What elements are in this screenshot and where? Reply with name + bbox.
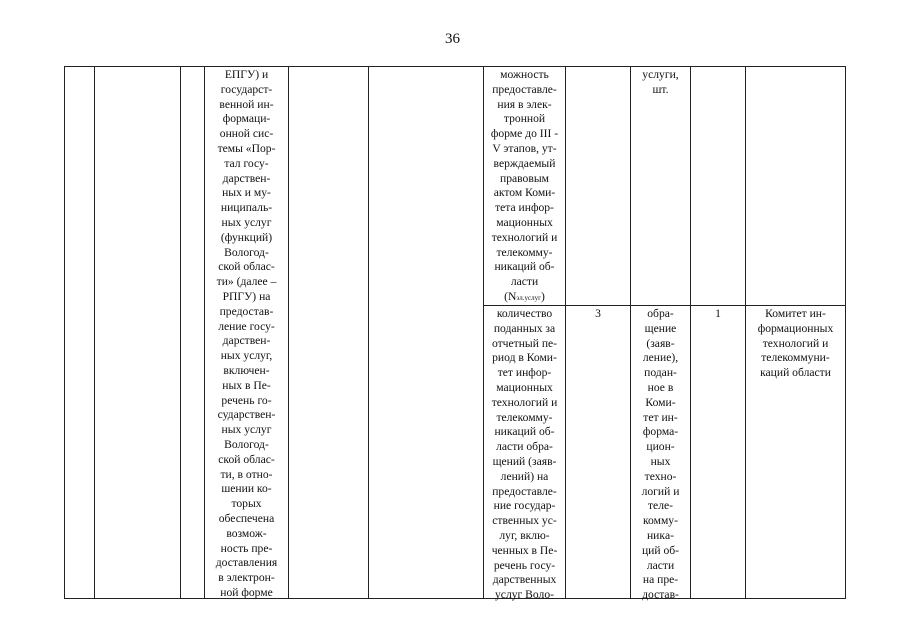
text-line: телекомму- xyxy=(496,410,553,424)
text-line: ти, в отно- xyxy=(220,467,273,481)
text-line: предостав- xyxy=(219,304,274,318)
text-line: ласти xyxy=(510,275,539,289)
text-line: ласти xyxy=(646,558,675,572)
text-line: обра- xyxy=(647,307,674,320)
text-line: дарствен- xyxy=(222,334,271,348)
text-line: ных услуг xyxy=(221,215,272,229)
text-line: ти» (далее – xyxy=(216,275,277,289)
text-line: предоставле- xyxy=(492,484,557,498)
text-line: никa- xyxy=(646,528,675,542)
text-line: поданных за xyxy=(493,321,556,335)
text-line: количество xyxy=(496,307,553,320)
text-line: включен- xyxy=(223,363,270,377)
text-line: ниципаль- xyxy=(220,201,273,215)
col-line xyxy=(368,66,369,599)
text-line: (функций) xyxy=(220,230,273,244)
text-line: комму- xyxy=(643,514,678,528)
page-number: 36 xyxy=(445,31,460,47)
text-line: государст- xyxy=(220,82,273,96)
table-top-border xyxy=(64,66,845,67)
text-line: цион- xyxy=(646,440,675,454)
text-line: ЕПГУ) и xyxy=(224,68,269,81)
text-line: возмож- xyxy=(226,526,267,540)
text-line: ние государ- xyxy=(493,499,556,513)
text-line: отчетный пе- xyxy=(491,336,558,350)
text-line: речень го- xyxy=(221,393,272,407)
text-line: формационных xyxy=(757,321,834,335)
text-line: V этапов, ут- xyxy=(492,141,557,155)
text-line: ных услуг xyxy=(221,423,272,437)
text-line: Коми- xyxy=(645,395,676,409)
indicator-symbol xyxy=(484,290,565,306)
text-line: теле- xyxy=(647,499,673,513)
text-line: ность пре- xyxy=(220,541,273,555)
text-line: ций об- xyxy=(641,543,680,557)
text-line: технологий и xyxy=(491,230,558,244)
text-line: достав- xyxy=(642,588,679,602)
symbol-close: ) xyxy=(540,289,545,303)
text-line: речень госу- xyxy=(493,558,556,572)
symbol-subscript: эл.услуг xyxy=(516,293,541,302)
text-line: на пре- xyxy=(642,573,679,587)
text-line: ных xyxy=(650,454,671,468)
text-line: ченных в Пе- xyxy=(491,543,558,557)
text-line: дарствен- xyxy=(222,171,271,185)
text-line: ственных ус- xyxy=(492,514,557,528)
text-line: ласти обра- xyxy=(496,440,553,454)
text-line: услуги, xyxy=(642,68,679,81)
text-line: венной ин- xyxy=(219,97,274,111)
text-line: щение xyxy=(644,321,677,335)
text-line: доставления xyxy=(215,556,278,570)
text-line: щений (заяв- xyxy=(492,454,557,468)
text-line: ное в xyxy=(647,380,674,394)
text-line: Вологод- xyxy=(224,245,269,259)
cell-responsible-body xyxy=(746,307,845,381)
text-line: телекоммуни- xyxy=(761,351,830,365)
cell-indicator-count xyxy=(484,307,565,603)
text-line: торых xyxy=(231,497,262,511)
text-line: актом Коми- xyxy=(493,186,556,200)
text-line: Вологод- xyxy=(224,437,269,451)
text-line: мационных xyxy=(496,380,553,394)
text-line: ных в Пе- xyxy=(222,378,271,392)
col-line xyxy=(565,66,566,599)
text-line: ление госу- xyxy=(218,319,275,333)
text-line: РПГУ) на xyxy=(222,289,271,303)
text-line: мационных xyxy=(496,215,553,229)
text-line: логий и xyxy=(641,484,680,498)
text-line: технологий и xyxy=(491,395,558,409)
cell-frequency-value xyxy=(691,307,745,322)
text-line: формаци- xyxy=(222,112,271,126)
col-line xyxy=(845,66,846,599)
text-line: предоставле- xyxy=(492,82,557,96)
text-line: тал госу- xyxy=(224,156,269,170)
text-line: ской облас- xyxy=(218,452,275,466)
text-line: 1 xyxy=(715,307,721,320)
text-line: тронной xyxy=(503,112,546,126)
text-line: ных услуг, xyxy=(220,349,273,363)
text-line: тета инфор- xyxy=(495,201,554,215)
text-line: правовым xyxy=(500,171,549,185)
text-line: подан- xyxy=(644,366,677,380)
text-line: дарственных xyxy=(492,573,557,587)
table-bottom-border xyxy=(64,598,845,599)
text-line: в электрон- xyxy=(218,571,275,585)
text-line: сударствен- xyxy=(217,408,276,422)
text-line: верждаемый xyxy=(493,156,556,170)
col-line xyxy=(690,66,691,599)
text-line: лений) на xyxy=(500,469,549,483)
text-line: ской облас- xyxy=(218,260,275,274)
text-line: услуг Воло- xyxy=(495,588,554,602)
symbol-main: (N xyxy=(504,289,517,303)
col-line xyxy=(180,66,181,599)
text-line: (заяв- xyxy=(646,336,675,350)
text-line: каций области xyxy=(760,366,831,380)
text-line: риод в Коми- xyxy=(492,351,557,365)
text-line: ной форме xyxy=(220,585,273,599)
text-line: обеспечена xyxy=(218,511,275,525)
text-line: техно- xyxy=(644,469,677,483)
text-line: тет ин- xyxy=(643,410,678,424)
col-line xyxy=(288,66,289,599)
cell-unit-top xyxy=(631,68,690,98)
text-line: луг, вклю- xyxy=(499,528,550,542)
text-line: можность xyxy=(500,68,549,81)
text-line: телекомму- xyxy=(496,245,553,259)
text-line: темы «Пор- xyxy=(217,141,276,155)
col-line xyxy=(64,66,65,599)
text-line: тет инфор- xyxy=(497,366,552,380)
text-line: технологий и xyxy=(762,336,829,350)
text-line: никаций об- xyxy=(494,260,555,274)
col-line xyxy=(94,66,95,599)
text-line: шт. xyxy=(652,82,669,96)
text-line: онной сис- xyxy=(219,127,274,141)
text-line: 3 xyxy=(595,307,601,320)
text-line: шении ко- xyxy=(221,482,272,496)
text-line: ных и му- xyxy=(222,186,271,200)
cell-unit-bottom xyxy=(631,307,690,603)
text-line: форма- xyxy=(642,425,679,439)
text-line: Комитет ин- xyxy=(765,307,826,320)
text-line: форме до III - xyxy=(490,127,559,141)
text-line: ния в элек- xyxy=(497,97,552,111)
text-line: никаций об- xyxy=(494,425,555,439)
cell-indicator-definition xyxy=(484,68,565,306)
text-line: ление), xyxy=(642,351,679,365)
cell-system-description xyxy=(205,68,288,601)
cell-number-value xyxy=(566,307,630,322)
